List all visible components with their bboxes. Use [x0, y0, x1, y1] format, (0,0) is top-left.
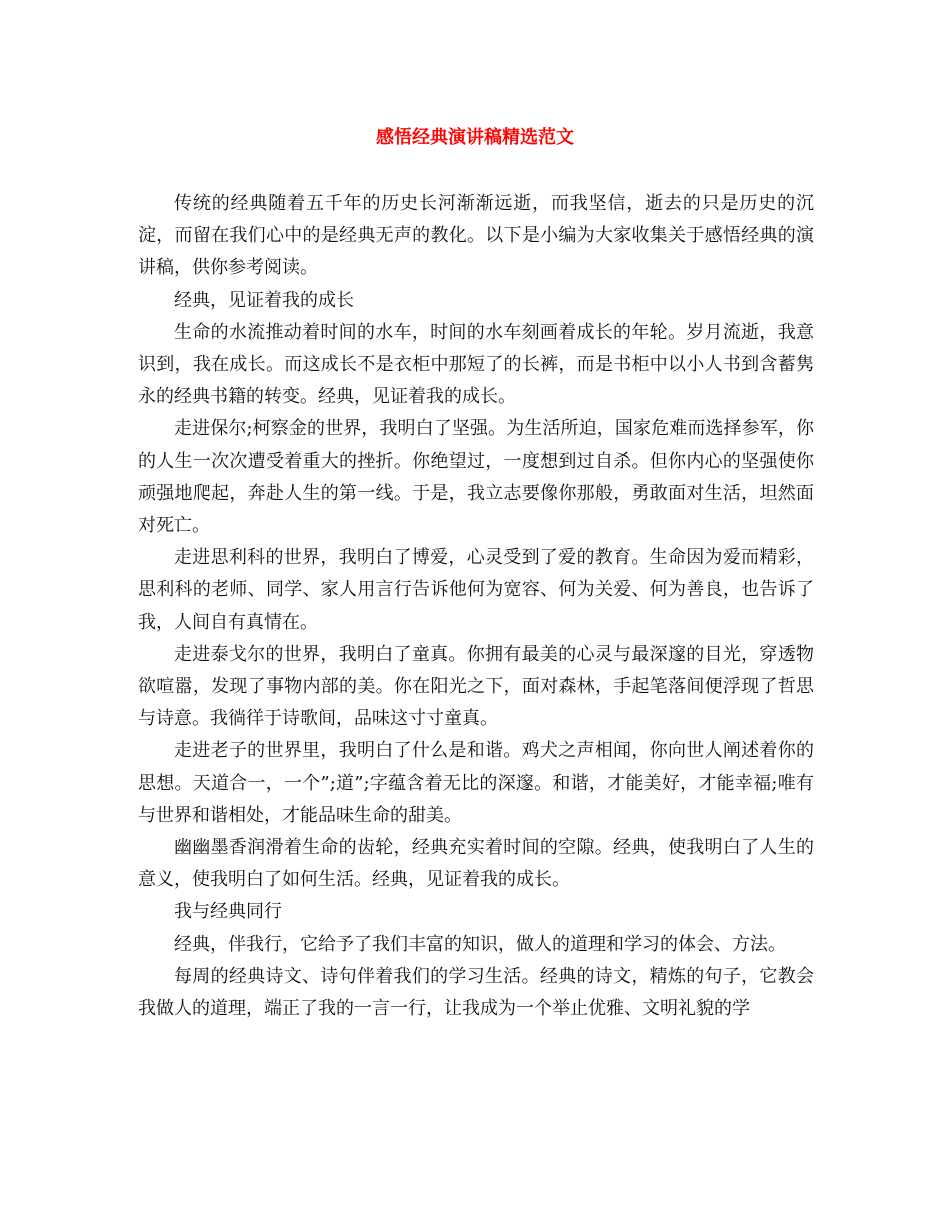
section-heading-companion: 我与经典同行	[174, 901, 282, 923]
document-body	[138, 188, 814, 1025]
paragraph: 生命的水流推动着时间的水车，时间的水车刻画着成长的年轮。岁月流逝，我意识到，我在成长。而这成长不是衣柜中那短了的长裤，而是书柜中以小人书到含蓄隽永的经典书籍的转变。经典，见证着我的成长。	[138, 321, 814, 408]
paragraph: 幽幽墨香润滑着生命的齿轮，经典充实着时间的空隙。经典，使我明白了人生的意义，使我明白了如何生活。经典，见证着我的成长。	[138, 837, 814, 891]
paragraph: 走进保尔;柯察金的世界，我明白了坚强。为生活所迫，国家危难而选择参军，你的人生一次次遭受着重大的挫折。你绝望过，一度想到过自杀。但你内心的坚强使你顽强地爬起，奔赴人生的第一线。于是，我立志要像你那般，勇敢面对生活，坦然面对死亡。	[138, 418, 814, 537]
paragraph: 走进老子的世界里，我明白了什么是和谐。鸡犬之声相闻，你向世人阐述着你的思想。天道合一，一个”;道”;字蕴含着无比的深邃。和谐，才能美好，才能幸福;唯有与世界和谐相处，才能品味生命的甜美。	[138, 740, 814, 826]
section-heading-growth: 经典，见证着我的成长	[174, 289, 354, 311]
paragraph: 经典，伴我行，它给予了我们丰富的知识，做人的道理和学习的体会、方法。	[174, 933, 786, 955]
paragraph: 走进思利科的世界，我明白了博爱，心灵受到了爱的教育。生命因为爱而精彩，思利科的老师、同学、家人用言行告诉他何为宽容、何为关爱、何为善良，也告诉了我，人间自有真情在。	[138, 547, 814, 633]
document-title: 感悟经典演讲稿精选范文	[376, 127, 574, 148]
paragraph: 每周的经典诗文、诗句伴着我们的学习生活。经典的诗文，精炼的句子，它教会我做人的道理，端正了我的一言一行，让我成为一个举止优雅、文明礼貌的学	[138, 965, 814, 1020]
paragraph: 走进泰戈尔的世界，我明白了童真。你拥有最美的心灵与最深邃的目光，穿透物欲喧嚣，发现了事物内部的美。你在阳光之下，面对森林，手起笔落间便浮现了哲思与诗意。我徜徉于诗歌间，品味这寸寸童真。	[138, 643, 814, 730]
paragraph-intro: 传统的经典随着五千年的历史长河渐渐远逝，而我坚信，逝去的只是历史的沉淀，而留在我们心中的是经典无声的教化。以下是小编为大家收集关于感悟经典的演讲稿，供你参考阅读。	[138, 193, 814, 279]
